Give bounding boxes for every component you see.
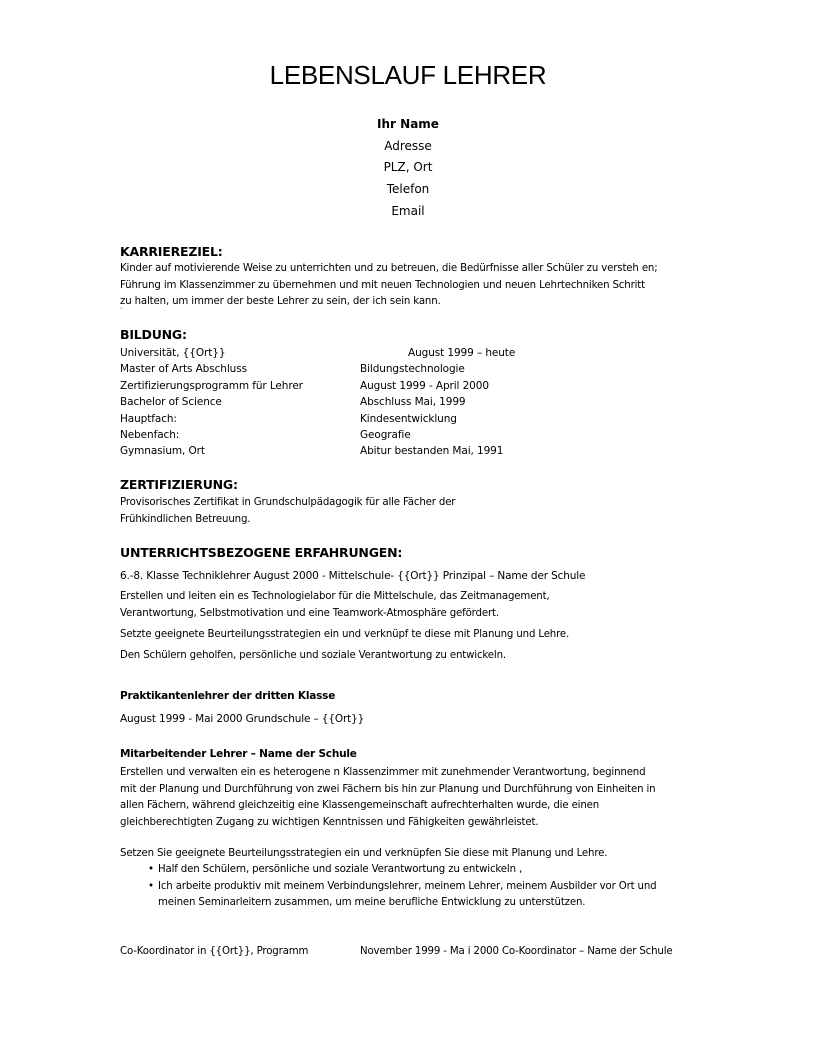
career-goal-text [120, 261, 658, 311]
education-row [120, 345, 620, 361]
education-table [120, 345, 620, 460]
job3-paragraph-1 [120, 765, 656, 831]
stray-mark: ` [120, 307, 123, 316]
education-detail: Bildungstechnologie [360, 363, 465, 376]
job3-line: mit der Planung und Durchführung von zwei Fächern bis hin zur Planung und Durchführung von Einheiten in [120, 783, 656, 795]
bullet-item [120, 879, 656, 912]
education-detail: August 1999 - April 2000 [360, 379, 489, 392]
education-institution: Master of Arts Abschluss [120, 363, 247, 376]
education-institution: Zertifizierungsprogramm für Lehrer [120, 379, 303, 392]
certification-heading: ZERTIFIZIERUNG: [120, 477, 238, 492]
contact-phone: Telefon [386, 182, 430, 197]
job3-title: Mitarbeitender Lehrer – Name der Schule [120, 748, 357, 760]
career-goal-line: Kinder auf motivierende Weise zu unterrichten und zu betreuen, die Bedürfnisse aller Schüler zu versteh en; [120, 263, 658, 274]
education-detail: Kindesentwicklung [360, 412, 457, 425]
experience-heading: UNTERRICHTSBEZOGENE ERFAHRUNGEN: [120, 545, 403, 560]
job3-line: allen Fächern, während gleichzeitig eine Klassengemeinschaft aufrechterhalten wurde, die einen [120, 800, 600, 811]
job2-line: August 1999 - Mai 2000 Grundschule – {{Ort}} [120, 713, 365, 725]
certification-line: Frühkindlichen Betreuung. [120, 513, 251, 525]
bullet-text: • Ich arbeite produktiv mit meinem Verbindungslehrer, meinem Lehrer, meinem Ausbilder vor Ort und [158, 880, 657, 892]
education-row [120, 411, 620, 427]
education-institution: Hauptfach: [120, 412, 177, 425]
job3-line: gleichberechtigten Zugang zu wichtigen Kenntnissen und Fähigkeiten gewährleistet. [120, 816, 539, 828]
contact-name: Ihr Name [377, 117, 439, 131]
career-goal-heading: KARRIEREZIEL: [120, 244, 223, 259]
job1-paragraph-2: Setzte geeignete Beurteilungsstrategien ein und verknüpf te diese mit Planung und Lehre. [120, 629, 570, 640]
education-detail: August 1999 – heute [408, 347, 516, 359]
education-institution: Universität, {{Ort}} [120, 347, 226, 359]
job4-right: November 1999 - Ma i 2000 Co-Koordinator – Name der Schule [360, 946, 673, 957]
contact-city: PLZ, Ort [383, 160, 433, 175]
contact-address: Adresse [384, 138, 432, 153]
job1-line: Verantwortung, Selbstmotivation und eine Teamwork-Atmosphäre gefördert. [120, 607, 499, 619]
education-row [120, 394, 620, 410]
job4-left: Co-Koordinator in {{Ort}}, Programm [120, 946, 309, 957]
job3-line: Erstellen und verwalten ein es heterogene n Klassenzimmer mit zunehmender Verantwortung, beginnend [120, 767, 646, 778]
education-institution: Bachelor of Science [120, 396, 222, 409]
education-heading: BILDUNG: [120, 327, 187, 342]
education-detail: Geografie [360, 428, 411, 441]
document-title: LEBENSLAUF LEHRER [269, 60, 547, 90]
job1-line: Erstellen und leiten ein es Technologielabor für die Mittelschule, das Zeitmanagement, [120, 591, 550, 602]
education-row [120, 427, 620, 443]
education-detail: Abschluss Mai, 1999 [360, 396, 466, 409]
job1-paragraph-1 [120, 589, 550, 622]
certification-text [120, 495, 455, 528]
job3-bullet-list [120, 862, 656, 912]
education-row [120, 378, 620, 394]
job2-title: Praktikantenlehrer der dritten Klasse [120, 690, 336, 702]
bullet-text: meinen Seminarleitern zusammen, um meine berufliche Entwicklung zu unterstützen. [158, 897, 586, 908]
education-institution: Nebenfach: [120, 428, 180, 441]
career-goal-line: Führung im Klassenzimmer zu übernehmen und mit neuen Technologien und neuen Lehrtechniken Schritt [120, 279, 645, 291]
contact-block [0, 114, 816, 223]
job3-paragraph-2: Setzen Sie geeignete Beurteilungsstrategien ein und verknüpfen Sie diese mit Planung und Lehre. [120, 848, 608, 859]
career-goal-line: zu halten, um immer der beste Lehrer zu sein, der ich sein kann. [120, 296, 441, 307]
certification-line: Provisorisches Zertifikat in Grundschulpädagogik für alle Fächer der [120, 497, 456, 508]
education-row [120, 443, 620, 459]
bullet-item [120, 862, 656, 879]
education-detail: Abitur bestanden Mai, 1991 [360, 445, 504, 458]
job1-title-line: 6.-8. Klasse Techniklehrer August 2000 - Mittelschule- {{Ort}} Prinzipal – Name der Schule [120, 570, 586, 582]
job4-line [120, 944, 720, 961]
education-row [120, 361, 620, 377]
bullet-text: Half den Schülern, persönliche und soziale Verantwortung zu entwickeln , [158, 864, 523, 875]
education-institution: Gymnasium, Ort [120, 445, 205, 458]
job1-paragraph-3: Den Schülern geholfen, persönliche und soziale Verantwortung zu entwickeln. [120, 650, 506, 661]
contact-email: Email [391, 203, 425, 218]
